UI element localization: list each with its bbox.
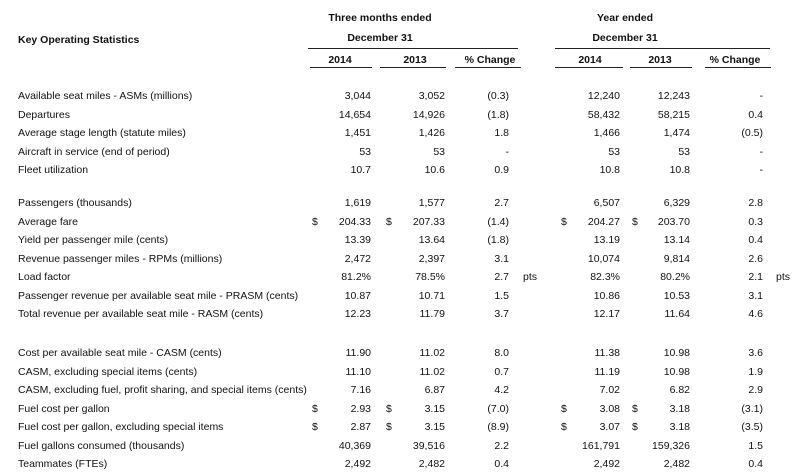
three-months-heading: Three months ended	[328, 12, 432, 24]
table-row	[0, 384, 800, 399]
value-y2013: 203.70	[657, 215, 690, 228]
header-underline-y	[555, 48, 770, 49]
row-label: Average stage length (statute miles)	[18, 127, 186, 139]
value-y2013: 3.18	[669, 402, 690, 415]
table-row	[0, 146, 800, 161]
col-y2013-header: 2013	[648, 54, 672, 66]
value-y2014: 13.19	[593, 234, 620, 246]
value-qchange: -	[505, 145, 509, 158]
row-label: CASM, excluding fuel, profit sharing, and special items (cents)	[18, 384, 307, 396]
value-y2014: 58,432	[587, 108, 620, 121]
value-y2014: 12,240	[587, 90, 620, 102]
value-q2013: 1,426	[418, 127, 445, 139]
value-y2014: 11.38	[594, 347, 620, 359]
row-label: Revenue passenger miles - RPMs (millions)	[18, 252, 223, 265]
row-label: Total revenue per available seat mile - RASM (cents)	[18, 308, 264, 320]
value-ychange: 2.8	[748, 197, 763, 209]
value-y2014: 10,074	[587, 252, 620, 265]
row-label: Cost per available seat mile - CASM (cents)	[18, 347, 222, 359]
table-row	[0, 253, 800, 268]
value-qchange: (1.4)	[487, 215, 509, 228]
value-y2013: 13.14	[663, 234, 690, 246]
value-q2013: 10.6	[424, 164, 445, 176]
value-q2014: 1,619	[344, 197, 371, 209]
value-q2014: 2,492	[344, 458, 371, 470]
currency-symbol: $	[386, 215, 392, 228]
value-q2013: 14,926	[412, 108, 445, 121]
value-y2014: 82.3%	[590, 271, 620, 283]
value-qchange: (8.9)	[487, 421, 509, 433]
col-qchange-header: % Change	[464, 54, 516, 66]
currency-symbol: $	[312, 402, 318, 415]
value-y2014: 161,791	[582, 439, 620, 452]
value-q2013: 11.79	[419, 308, 445, 320]
row-label: Fuel cost per gallon, excluding special items	[18, 421, 224, 433]
value-y2013: 159,326	[652, 439, 690, 452]
value-q2014: 204.33	[338, 215, 371, 228]
value-q2014: 2.87	[350, 421, 371, 433]
value-ychange: 1.9	[748, 365, 763, 378]
unit-label: pts	[776, 271, 791, 283]
value-qchange: 4.2	[494, 384, 509, 396]
value-y2014: 10.8	[599, 164, 620, 176]
value-y2014: 7.02	[599, 384, 620, 396]
value-y2014: 11.19	[594, 365, 620, 378]
col-q2013-header: 2013	[403, 54, 427, 66]
value-qchange: (0.3)	[487, 90, 509, 102]
value-ychange: 1.5	[748, 439, 763, 452]
value-q2013: 11.02	[419, 347, 445, 359]
value-q2014: 53	[359, 145, 371, 158]
value-ychange: 0.4	[748, 458, 763, 470]
value-q2013: 3.15	[424, 421, 445, 433]
year-ended-heading: Year ended	[596, 12, 654, 24]
value-y2013: 6,329	[663, 197, 690, 209]
currency-symbol: $	[386, 421, 392, 433]
column-underline-ychange	[705, 67, 771, 68]
value-q2013: 207.33	[412, 215, 445, 228]
col-y2014-header: 2014	[578, 54, 602, 66]
value-q2014: 81.2%	[341, 271, 371, 283]
row-label: Fuel cost per gallon	[18, 402, 110, 415]
value-ychange: 3.6	[748, 347, 763, 359]
value-qchange: 1.8	[494, 127, 509, 139]
value-q2013: 13.64	[418, 234, 445, 246]
value-q2014: 11.90	[345, 347, 371, 359]
value-qchange: (7.0)	[487, 402, 509, 415]
value-y2014: 3.07	[599, 421, 620, 433]
value-ychange: 3.1	[748, 289, 763, 302]
value-qchange: 0.9	[494, 164, 509, 176]
currency-symbol: $	[312, 421, 318, 433]
value-y2013: 10.8	[669, 164, 690, 176]
value-q2013: 3.15	[424, 402, 445, 415]
value-q2014: 2,472	[344, 252, 371, 265]
row-label: Passenger revenue per available seat mile - PRASM (cents)	[18, 289, 299, 302]
row-label: Departures	[18, 108, 70, 121]
value-q2013: 2,482	[418, 458, 445, 470]
value-qchange: (1.8)	[487, 108, 509, 121]
value-y2014: 53	[608, 145, 620, 158]
row-label: Aircraft in service (end of period)	[18, 145, 170, 158]
row-label: Fleet utilization	[18, 164, 89, 176]
currency-symbol: $	[312, 215, 318, 228]
table-row	[0, 90, 800, 105]
value-ychange: 0.3	[748, 215, 763, 228]
column-underline-q2014	[310, 67, 372, 68]
currency-symbol: $	[632, 402, 638, 415]
value-qchange: 2.7	[494, 197, 509, 209]
value-q2014: 11.10	[345, 365, 371, 378]
value-ychange: 0.4	[748, 108, 763, 121]
value-y2013: 12,243	[657, 90, 690, 102]
currency-symbol: $	[386, 402, 392, 415]
value-y2013: 6.82	[669, 384, 690, 396]
value-q2013: 10.71	[418, 289, 445, 302]
value-q2013: 53	[433, 145, 445, 158]
value-ychange: 4.6	[748, 308, 763, 320]
value-y2013: 3.18	[669, 421, 690, 433]
value-qchange: (1.8)	[487, 234, 509, 246]
value-y2013: 2,482	[663, 458, 690, 470]
currency-symbol: $	[561, 421, 567, 433]
value-qchange: 3.7	[494, 308, 509, 320]
value-ychange: -	[759, 164, 763, 176]
value-q2014: 10.87	[344, 289, 371, 302]
currency-symbol: $	[632, 421, 638, 433]
value-y2013: 10.98	[663, 347, 690, 359]
value-q2014: 13.39	[344, 234, 371, 246]
value-qchange: 3.1	[494, 252, 509, 265]
table-row	[0, 290, 800, 305]
currency-symbol: $	[632, 215, 638, 228]
row-label: Yield per passenger mile (cents)	[18, 234, 169, 246]
value-qchange: 0.4	[494, 458, 509, 470]
value-qchange: 2.7	[494, 271, 509, 283]
header-underline-q	[308, 48, 518, 49]
value-q2014: 12.23	[344, 308, 371, 320]
table-row	[0, 127, 800, 142]
table-row	[0, 403, 800, 418]
table-row	[0, 216, 800, 231]
value-ychange: (0.5)	[741, 127, 763, 139]
value-y2013: 10.98	[663, 365, 690, 378]
currency-symbol: $	[561, 402, 567, 415]
value-y2013: 53	[678, 145, 690, 158]
value-q2013: 1,577	[418, 197, 445, 209]
value-q2014: 2.93	[350, 402, 371, 415]
table-row	[0, 197, 800, 212]
row-label: Load factor	[18, 271, 71, 283]
value-ychange: (3.5)	[741, 421, 763, 433]
value-q2013: 11.02	[419, 365, 445, 378]
row-label: Available seat miles - ASMs (millions)	[18, 90, 193, 102]
value-q2013: 6.87	[424, 384, 445, 396]
year-ended-date: December 31	[592, 32, 658, 44]
table-title: Key Operating Statistics	[18, 34, 140, 46]
row-label: Passengers (thousands)	[18, 197, 132, 209]
value-y2013: 10.53	[663, 289, 690, 302]
value-y2013: 58,215	[657, 108, 690, 121]
value-qchange: 0.7	[494, 365, 509, 378]
value-y2014: 1,466	[593, 127, 620, 139]
value-qchange: 2.2	[494, 439, 509, 452]
value-y2014: 6,507	[593, 197, 620, 209]
value-qchange: 8.0	[494, 347, 509, 359]
value-y2013: 1,474	[663, 127, 690, 139]
value-q2014: 7.16	[350, 384, 371, 396]
column-underline-q2013	[380, 67, 446, 68]
row-label: Fuel gallons consumed (thousands)	[18, 439, 185, 452]
col-ychange-header: % Change	[709, 54, 761, 66]
value-q2014: 14,654	[338, 108, 371, 121]
value-q2014: 40,369	[338, 439, 371, 452]
value-y2013: 9,814	[663, 252, 690, 265]
value-q2013: 2,397	[418, 252, 445, 265]
row-label: CASM, excluding special items (cents)	[18, 365, 198, 378]
table-row	[0, 421, 800, 436]
value-q2013: 78.5%	[415, 271, 445, 283]
value-q2013: 3,052	[418, 90, 445, 102]
table-row	[0, 440, 800, 455]
value-q2014: 3,044	[344, 90, 371, 102]
value-qchange: 1.5	[494, 289, 509, 302]
value-y2014: 204.27	[587, 215, 620, 228]
value-q2013: 39,516	[412, 439, 445, 452]
column-underline-y2013	[630, 67, 692, 68]
value-ychange: -	[759, 90, 763, 102]
value-ychange: -	[759, 145, 763, 158]
value-y2013: 11.64	[664, 308, 690, 320]
value-ychange: 2.6	[748, 252, 763, 265]
table-row	[0, 308, 800, 323]
value-y2014: 3.08	[599, 402, 620, 415]
three-months-date: December 31	[347, 32, 413, 44]
value-y2014: 10.86	[593, 289, 620, 302]
value-ychange: 2.1	[748, 271, 763, 283]
value-y2013: 80.2%	[660, 271, 690, 283]
table-row	[0, 366, 800, 381]
column-underline-qchange	[455, 67, 521, 68]
currency-symbol: $	[561, 215, 567, 228]
table-row	[0, 109, 800, 124]
table-row	[0, 234, 800, 249]
row-label: Average fare	[18, 215, 78, 228]
table-row	[0, 458, 800, 473]
table-row	[0, 347, 800, 362]
value-q2014: 10.7	[350, 164, 371, 176]
unit-label: pts	[523, 271, 538, 283]
value-y2014: 12.17	[593, 308, 620, 320]
table-row	[0, 271, 800, 286]
value-ychange: 0.4	[748, 234, 763, 246]
value-y2014: 2,492	[593, 458, 620, 470]
column-underline-y2014	[555, 67, 623, 68]
table-row	[0, 164, 800, 179]
value-q2014: 1,451	[344, 127, 371, 139]
col-q2014-header: 2014	[328, 54, 352, 66]
row-label: Teammates (FTEs)	[18, 458, 108, 470]
value-ychange: 2.9	[748, 384, 763, 396]
value-ychange: (3.1)	[741, 402, 763, 415]
